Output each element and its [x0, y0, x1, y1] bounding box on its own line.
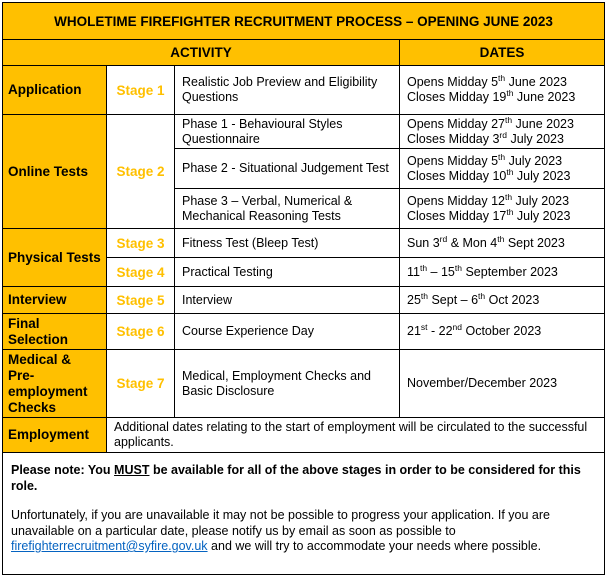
dates-cell: November/December 2023: [400, 350, 605, 418]
recruitment-email-link[interactable]: firefighterrecruitment@syfire.gov.uk: [11, 539, 208, 553]
stage-label-final-selection: Final Selection: [3, 314, 107, 350]
dates-cell: Opens Midday 5th June 2023 Closes Midday 19th June 2023: [400, 66, 605, 115]
dates-cell: Opens Midday 5th July 2023 Closes Midday 10th July 2023: [400, 149, 605, 189]
activity-text: Practical Testing: [175, 258, 400, 287]
activity-text: Fitness Test (Bleep Test): [175, 229, 400, 258]
activity-text: Realistic Job Preview and Eligibility Questions: [175, 66, 400, 115]
dates-cell: Opens Midday 12th July 2023 Closes Midday 17th July 2023: [400, 189, 605, 229]
notes-row: [3, 453, 605, 575]
activity-text: Course Experience Day: [175, 314, 400, 350]
recruitment-process-table: [2, 2, 605, 575]
activity-text: Medical, Employment Checks and Basic Disclosure: [175, 350, 400, 418]
stage-label-interview: Interview: [3, 287, 107, 314]
dates-cell: 11th – 15th September 2023: [400, 258, 605, 287]
activity-text: Phase 3 – Verbal, Numerical & Mechanical Reasoning Tests: [175, 189, 400, 229]
row-online-phase-1: [3, 115, 605, 149]
stage-number: Stage 4: [107, 258, 175, 287]
unavailability-note: Unfortunately, if you are unavailable it may not be possible to progress your application. If you are unavailable on a particular date, please notify us by email as soon as possible to firefighterrecruitment@syfire.gov.uk and we will try to accommodate your needs where possible.: [11, 508, 550, 553]
row-application: [3, 66, 605, 115]
stage-number: Stage 2: [107, 115, 175, 229]
stage-number: Stage 3: [107, 229, 175, 258]
stage-label-online-tests: Online Tests: [3, 115, 107, 229]
stage-number: Stage 7: [107, 350, 175, 418]
stage-label-medical: Medical & Pre-employment Checks: [3, 350, 107, 418]
stage-label-application: Application: [3, 66, 107, 115]
dates-cell: Sun 3rd & Mon 4th Sept 2023: [400, 229, 605, 258]
activity-text: Interview: [175, 287, 400, 314]
activity-header: ACTIVITY: [3, 40, 400, 66]
row-physical-stage-3: [3, 229, 605, 258]
activity-text: Phase 1 - Behavioural Styles Questionnaire: [175, 115, 400, 149]
stage-number: Stage 6: [107, 314, 175, 350]
stage-number: Stage 5: [107, 287, 175, 314]
stage-label-physical-tests: Physical Tests: [3, 229, 107, 287]
stage-number: Stage 1: [107, 66, 175, 115]
row-medical: [3, 350, 605, 418]
document-title: WHOLETIME FIREFIGHTER RECRUITMENT PROCESS – OPENING JUNE 2023: [3, 3, 605, 40]
row-employment: [3, 418, 605, 453]
dates-cell: 21st - 22nd October 2023: [400, 314, 605, 350]
row-interview: [3, 287, 605, 314]
dates-cell: 25th Sept – 6th Oct 2023: [400, 287, 605, 314]
row-final-selection: [3, 314, 605, 350]
dates-header: DATES: [400, 40, 605, 66]
activity-text: Phase 2 - Situational Judgement Test: [175, 149, 400, 189]
notes-section: [3, 453, 605, 575]
employment-text: Additional dates relating to the start of employment will be circulated to the successful applicants.: [107, 418, 605, 453]
availability-note: Please note: You MUST be available for all of the above stages in order to be considered for this role.: [11, 463, 581, 493]
stage-label-employment: Employment: [3, 418, 107, 453]
dates-cell: Opens Midday 27th June 2023 Closes Midday 3rd July 2023: [400, 115, 605, 149]
